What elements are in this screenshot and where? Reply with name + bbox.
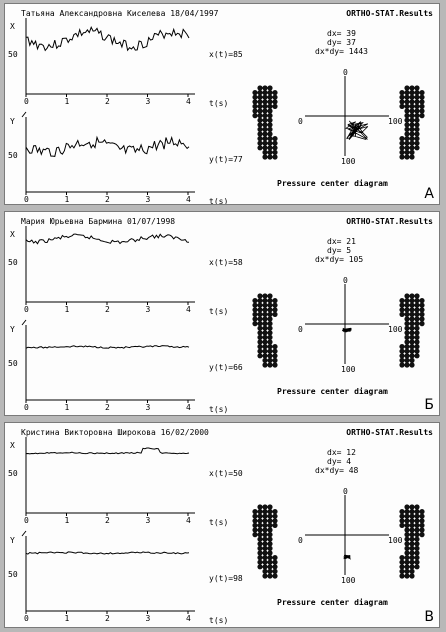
y-axis-arrow [22,112,26,117]
x-chart-time-tick: 1 [64,305,70,314]
diagram-caption: Pressure center diagram [277,598,388,607]
x-axis-label: X [10,441,15,450]
diagram-label-top: 0 [343,487,348,496]
patient-name: Мария Юрьевна Бармина 01/07/1998 [21,217,176,226]
x-axis-label: X [10,230,15,239]
diagram-label-bottom: 100 [341,365,356,374]
pressure-center-trace [346,121,368,140]
app-title: ORTHO-STAT.Results [346,428,433,437]
x-axis-label: X [10,22,15,31]
x-value-label: x(t)=58 [209,258,243,267]
y-chart-time-tick: 0 [24,403,29,412]
left-foot-footprint [252,293,277,367]
app-title: ORTHO-STAT.Results [346,217,433,226]
diagram-label-bottom: 100 [341,157,356,166]
x-value-label: x(t)=50 [209,469,243,478]
y-chart-time-tick: 0 [24,195,29,204]
right-foot-footprint [399,293,424,367]
y-axis-arrow [22,531,26,536]
dx-value: dx= 39 [327,29,356,38]
patient-name: Кристина Викторовна Широкова 16/02/2000 [21,428,209,437]
panel-letter: В [424,609,434,625]
x-trace [26,448,189,454]
x-chart-time-tick: 4 [186,516,191,525]
diagram-caption: Pressure center diagram [277,179,388,188]
x-chart-time-tick: 0 [24,97,29,106]
y-chart-time-tick: 1 [64,403,70,412]
left-foot-footprint [252,85,277,159]
pressure-center-trace [344,555,350,559]
pressure-center-trace [342,328,351,332]
x-chart-tick-50: 50 [8,50,18,59]
y-chart-time-tick: 0 [24,614,29,623]
diagram-label-right: 100 [388,536,403,545]
y-chart-tick-50: 50 [8,359,18,368]
right-foot-footprint [399,85,424,159]
y-chart-time-label: t(s) [209,616,229,625]
y-chart-time-tick: 2 [105,195,110,204]
x-chart-tick-50: 50 [8,258,18,267]
dxdy-value: dx*dy= 48 [315,466,359,475]
y-chart-time-label: t(s) [209,197,229,205]
patient-name: Татьяна Александровна Киселева 18/04/1997 [21,9,219,18]
x-chart-time-tick: 0 [24,305,29,314]
x-value-label: x(t)=85 [209,50,243,59]
x-chart-time-label: t(s) [209,307,229,316]
diagram-label-left: 0 [298,536,303,545]
y-chart-time-tick: 1 [64,195,70,204]
diagram-label-left: 0 [298,325,303,334]
y-axis-label: Y [10,117,15,126]
right-foot-footprint [399,504,424,578]
x-chart-time-tick: 3 [145,305,151,314]
x-chart-time-tick: 4 [186,305,191,314]
y-value-label: y(t)=77 [209,155,243,164]
y-chart-time-tick: 1 [64,614,70,623]
y-trace [26,137,189,156]
y-chart-tick-50: 50 [8,570,18,579]
app-title: ORTHO-STAT.Results [346,9,433,18]
dx-value: dx= 12 [327,448,356,457]
y-chart-tick-50: 50 [8,151,18,160]
y-chart-time-tick: 3 [145,195,151,204]
y-trace [26,552,189,554]
y-chart-time-tick: 4 [186,614,191,623]
y-chart-time-tick: 2 [105,403,110,412]
x-chart-time-tick: 2 [105,516,110,525]
y-axis-label: Y [10,325,15,334]
x-chart-time-tick: 3 [145,516,151,525]
dy-value: dy= 37 [327,38,356,47]
panel-letter: A [424,186,434,202]
x-chart-time-tick: 1 [64,516,70,525]
x-chart-tick-50: 50 [8,469,18,478]
y-axis-label: Y [10,536,15,545]
x-chart-time-tick: 2 [105,97,110,106]
y-chart-time-label: t(s) [209,405,229,414]
x-trace [26,27,189,50]
y-chart-time-tick: 4 [186,195,191,204]
dxdy-value: dx*dy= 1443 [315,47,368,56]
result-panel-v [4,422,440,628]
dy-value: dy= 4 [327,457,352,466]
diagram-label-right: 100 [388,117,403,126]
x-trace [26,234,189,244]
diagram-label-left: 0 [298,117,303,126]
x-chart-time-tick: 2 [105,305,110,314]
y-axis-arrow [22,320,26,325]
left-foot-footprint [252,504,277,578]
y-chart-time-tick: 3 [145,403,151,412]
x-chart-time-tick: 1 [64,97,70,106]
y-value-label: y(t)=98 [209,574,243,583]
x-chart-time-label: t(s) [209,518,229,527]
result-panel-b [4,211,440,416]
x-chart-time-tick: 4 [186,97,191,106]
y-chart-time-tick: 2 [105,614,110,623]
y-chart-time-tick: 3 [145,614,151,623]
dy-value: dy= 5 [327,246,352,255]
diagram-label-top: 0 [343,276,348,285]
diagram-label-top: 0 [343,68,348,77]
panel-letter: Б [424,397,434,413]
y-value-label: y(t)=66 [209,363,243,372]
diagram-label-bottom: 100 [341,576,356,585]
diagram-caption: Pressure center diagram [277,387,388,396]
y-trace [26,346,189,349]
x-chart-time-label: t(s) [209,99,229,108]
y-chart-time-tick: 4 [186,403,191,412]
x-chart-time-tick: 0 [24,516,29,525]
dx-value: dx= 21 [327,237,356,246]
dxdy-value: dx*dy= 105 [315,255,364,264]
x-chart-time-tick: 3 [145,97,151,106]
diagram-label-right: 100 [388,325,403,334]
result-panel-a [4,3,440,205]
